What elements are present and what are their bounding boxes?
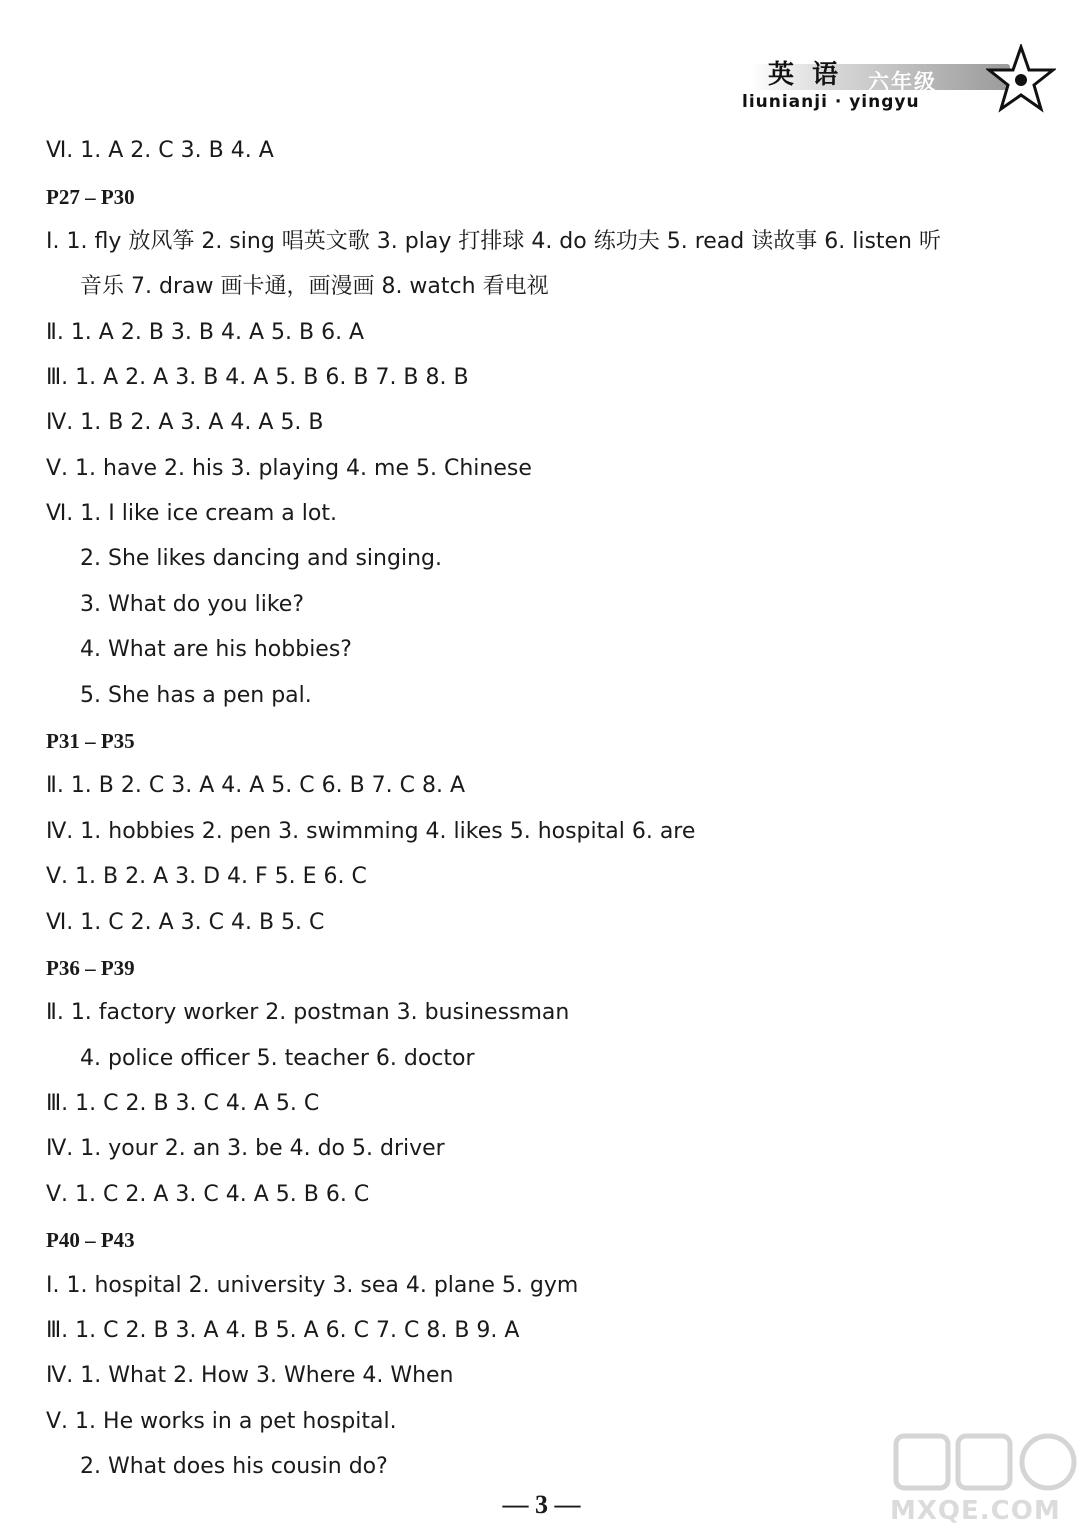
answer-line: Ⅴ. 1. B 2. A 3. D 4. F 5. E 6. C xyxy=(46,864,367,889)
answer-line: Ⅴ. 1. C 2. A 3. C 4. A 5. B 6. C xyxy=(46,1182,370,1207)
section-heading: P31 – P35 xyxy=(46,729,135,753)
answer-line: Ⅲ. 1. A 2. A 3. B 4. A 5. B 6. B 7. B 8. B xyxy=(46,365,469,390)
answer-line: Ⅵ. 1. C 2. A 3. C 4. B 5. C xyxy=(46,910,325,935)
answer-line: Ⅱ. 1. factory worker 2. postman 3. businessman xyxy=(46,1000,570,1025)
answer-line: Ⅲ. 1. C 2. B 3. C 4. A 5. C xyxy=(46,1091,320,1116)
answer-line: Ⅰ. 1. fly 放风筝 2. sing 唱英文歌 3. play 打排球 4. do 练功夫 5. read 读故事 6. listen 听 xyxy=(46,229,941,254)
answer-line: 2. She likes dancing and singing. xyxy=(80,546,442,571)
section-heading: P27 – P30 xyxy=(46,185,135,209)
grade-label: 六年级 xyxy=(868,70,937,94)
answer-line: 3. What do you like? xyxy=(80,592,305,617)
page-number: — 3 — xyxy=(502,1490,581,1519)
watermark-text: MXQE.COM xyxy=(890,1496,1061,1526)
star-icon xyxy=(986,44,1056,114)
answer-line: 4. What are his hobbies? xyxy=(80,637,352,662)
page-header xyxy=(740,44,1060,116)
answer-line: Ⅴ. 1. He works in a pet hospital. xyxy=(46,1409,397,1434)
answer-line: Ⅳ. 1. What 2. How 3. Where 4. When xyxy=(46,1363,454,1388)
answer-line: Ⅳ. 1. hobbies 2. pen 3. swimming 4. likes 5. hospital 6. are xyxy=(46,819,696,844)
answer-line: 2. What does his cousin do? xyxy=(80,1454,388,1479)
pinyin-label: liunianji · yingyu xyxy=(742,92,920,112)
answer-line: 音乐 7. draw 画卡通，画漫画 8. watch 看电视 xyxy=(80,274,549,299)
subject-title: 英语 xyxy=(768,60,857,90)
answer-line: Ⅴ. 1. have 2. his 3. playing 4. me 5. Chinese xyxy=(46,456,532,481)
answer-line: Ⅳ. 1. B 2. A 3. A 4. A 5. B xyxy=(46,410,324,435)
watermark-logo-icon xyxy=(890,1430,1080,1496)
section-heading: P36 – P39 xyxy=(46,956,135,980)
answer-line: Ⅳ. 1. your 2. an 3. be 4. do 5. driver xyxy=(46,1136,445,1161)
answer-line: Ⅱ. 1. B 2. C 3. A 4. A 5. C 6. B 7. C 8. A xyxy=(46,773,466,798)
answer-line: Ⅰ. 1. hospital 2. university 3. sea 4. plane 5. gym xyxy=(46,1273,579,1298)
answer-line: Ⅵ. 1. I like ice cream a lot. xyxy=(46,501,337,526)
section-heading: P40 – P43 xyxy=(46,1228,135,1252)
answer-line: Ⅲ. 1. C 2. B 3. A 4. B 5. A 6. C 7. C 8. B 9. A xyxy=(46,1318,520,1343)
answer-line: Ⅵ. 1. A 2. C 3. B 4. A xyxy=(46,138,274,163)
watermark xyxy=(890,1430,1080,1534)
answer-line: 4. police officer 5. teacher 6. doctor xyxy=(80,1046,475,1071)
answer-line: Ⅱ. 1. A 2. B 3. B 4. A 5. B 6. A xyxy=(46,320,365,345)
answer-line: 5. She has a pen pal. xyxy=(80,683,312,708)
